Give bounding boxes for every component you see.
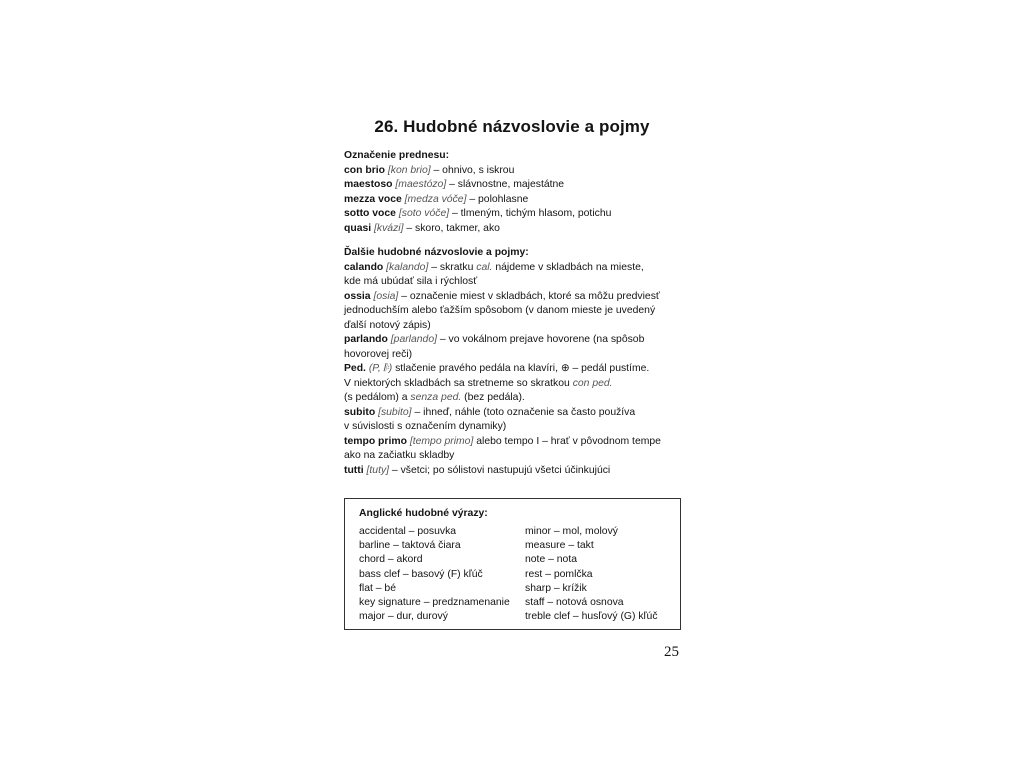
- list-item: flat – bé: [359, 582, 396, 594]
- list-item: minor – mol, molový: [525, 526, 618, 537]
- entry-sotto-voce: sotto voce [soto vóče] – tlmeným, tichým hlasom, potichu: [344, 208, 612, 219]
- entry-con-brio: con brio [kon brio] – ohnivo, s iskrou: [344, 164, 515, 176]
- list-item: chord – akord: [359, 554, 423, 566]
- entry-parlando: parlando [parlando] – vo vokálnom prejave hovorene (na spôsob: [344, 334, 645, 345]
- entry-subito-cont: v súvislosti s označením dynamiky): [344, 421, 507, 432]
- entry-ped: Ped. (P, 𝄆) stlačenie pravého pedála na klavíri, ⊕ – pedál pustíme.: [344, 363, 650, 374]
- section-heading: Označenie prednesu:: [344, 150, 450, 161]
- list-item: bass clef – basový (F) kľúč: [359, 568, 483, 580]
- entry-ped-cont2: (s pedálom) a senza ped. (bez pedála).: [344, 392, 525, 403]
- list-item: sharp – krížik: [525, 582, 587, 594]
- page-title: 26. Hudobné názvoslovie a pojmy: [374, 117, 650, 136]
- entry-mezza-voce: mezza voce [medza vóče] – polohlasne: [344, 193, 529, 205]
- list-item: barline – taktová čiara: [359, 540, 461, 552]
- english-terms-box: [344, 498, 681, 630]
- entry-maestoso: maestoso [maestózo] – slávnostne, majestátne: [344, 179, 565, 190]
- list-item: staff – notová osnova: [525, 597, 624, 609]
- entry-tutti: tutti [tuty] – všetci; po sólistovi nastupujú všetci účinkujúci: [344, 464, 611, 476]
- entry-ped-cont: V niektorých skladbách sa stretneme so skratkou con ped.: [344, 377, 613, 389]
- entry-ossia-cont: jednoduchším alebo ťažším spôsobom (v danom mieste je uvedený: [344, 305, 656, 316]
- entry-quasi: quasi [kvázi] – skoro, takmer, ako: [344, 222, 500, 234]
- page-number: 25: [664, 644, 679, 660]
- section-heading: Ďalšie hudobné názvoslovie a pojmy:: [344, 247, 529, 258]
- entry-tempo-primo-cont: ako na začiatku skladby: [344, 450, 455, 461]
- list-item: major – dur, durový: [359, 611, 448, 623]
- list-item: rest – pomlčka: [525, 568, 593, 580]
- entry-tempo-primo: tempo primo [tempo primo] alebo tempo I – hrať v pôvodnom tempe: [344, 435, 661, 447]
- list-item: measure – takt: [525, 540, 594, 552]
- list-item: note – nota: [525, 554, 577, 566]
- box-heading: Anglické hudobné výrazy:: [359, 508, 488, 519]
- entry-parlando-cont: hovorovej reči): [344, 348, 413, 360]
- english-terms-left-column: [359, 525, 510, 624]
- entry-calando-cont: kde má ubúdať sila i rýchlosť: [344, 276, 478, 287]
- entry-calando: calando [kalando] – skratku cal. nájdeme v skladbách na mieste,: [344, 261, 644, 273]
- section-other-terms: [344, 246, 688, 478]
- list-item: key signature – predznamenanie: [359, 597, 510, 609]
- list-item: treble clef – husľový (G) kľúč: [525, 611, 658, 623]
- entry-subito: subito [subito] – ihneď, náhle (toto označenie sa často používa: [344, 406, 636, 418]
- entry-ossia: ossia [osia] – označenie miest v skladbách, ktoré sa môžu predviesť: [344, 290, 660, 302]
- list-item: accidental – posuvka: [359, 526, 457, 537]
- english-terms-right-column: [525, 525, 658, 624]
- entry-ossia-cont2: ďalší notový zápis): [344, 319, 431, 331]
- section-performance-marks: [344, 149, 688, 236]
